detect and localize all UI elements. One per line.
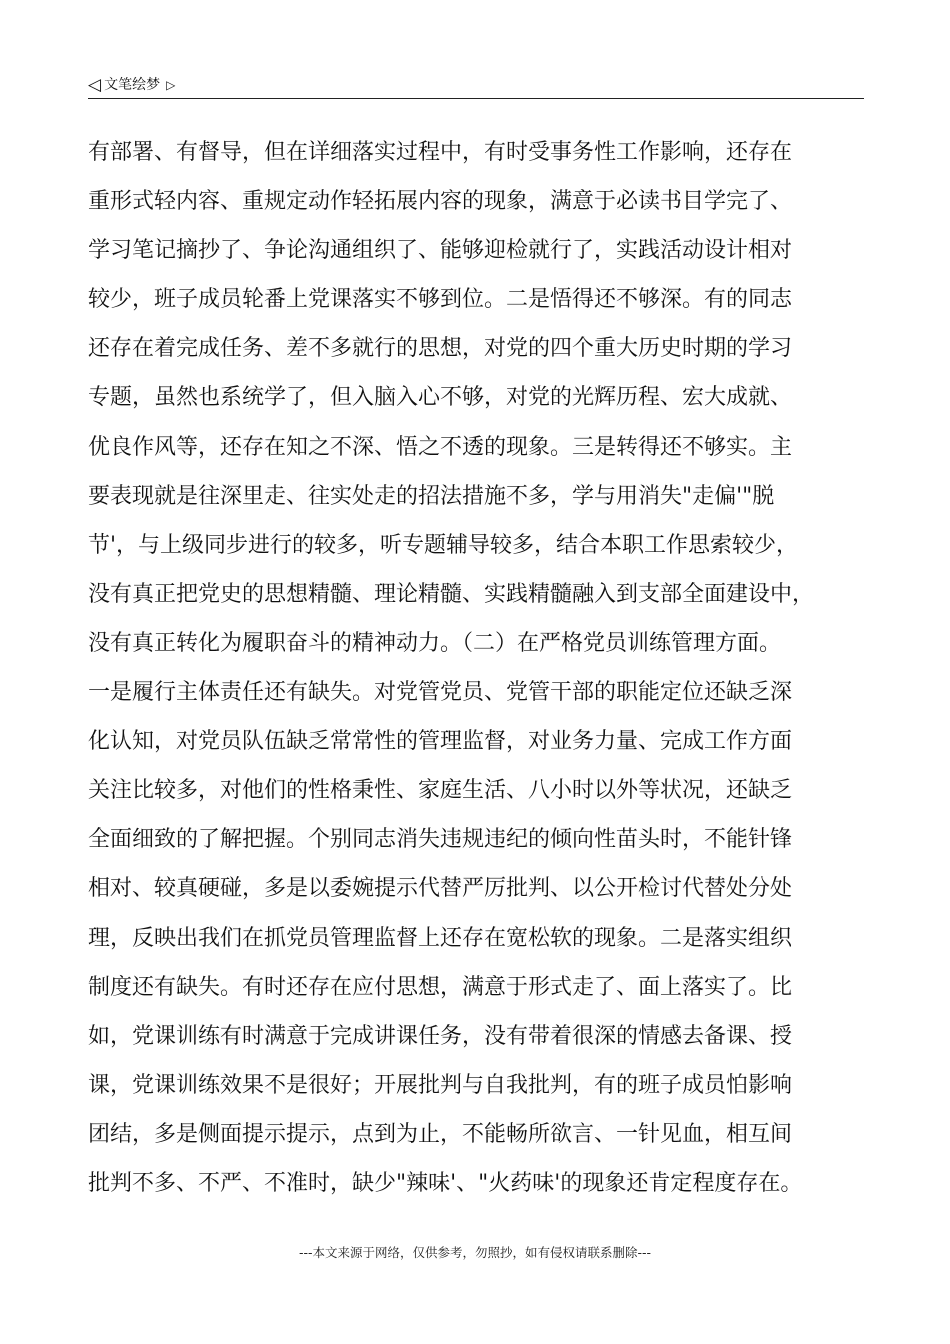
body-line: 全面细致的了解把握。个别同志消失违规违纪的倾向性苗头时，不能针锋 — [88, 827, 793, 853]
body-line: 节'，与上级同步进行的较多，听专题辅导较多，结合本职工作思索较少， — [88, 532, 799, 558]
document-body — [88, 128, 866, 1208]
header-title: 文笔绘梦 — [104, 77, 161, 93]
body-line: 团结，多是侧面提示提示，点到为止，不能畅所欲言、一针见血，相互间 — [88, 1121, 793, 1147]
body-line: 专题，虽然也系统学了，但入脑入心不够，对党的光辉历程、宏大成就、 — [88, 385, 793, 411]
body-line: 相对、较真硬碰，多是以委婉提示代替严厉批判、以公开检讨代替处分处 — [88, 876, 793, 902]
body-line: 课，党课训练效果不是很好；开展批判与自我批判，有的班子成员怕影响 — [88, 1072, 793, 1098]
page-header — [88, 72, 864, 99]
body-line: 重形式轻内容、重规定动作轻拓展内容的现象，满意于必读书目学完了、 — [88, 189, 793, 215]
body-line: 优良作风等，还存在知之不深、悟之不透的现象。三是转得还不够实。主 — [88, 434, 793, 460]
body-line: 如，党课训练有时满意于完成讲课任务，没有带着很深的情感去备课、授 — [88, 1023, 793, 1049]
body-line: 没有真正转化为履职奋斗的精神动力。（二）在严格党员训练管理方面。 — [88, 630, 782, 656]
triangle-left-outline-icon: ◁ — [88, 75, 102, 95]
body-line: 没有真正把党史的思想精髓、理论精髓、实践精髓融入到支部全面建设中， — [88, 581, 815, 607]
body-line: 制度还有缺失。有时还存在应付思想，满意于形式走了、面上落实了。比 — [88, 974, 793, 1000]
body-line: 关注比较多，对他们的性格秉性、家庭生活、八小时以外等状况，还缺乏 — [88, 778, 793, 804]
body-line: 有部署、有督导，但在详细落实过程中，有时受事务性工作影响，还存在 — [88, 140, 793, 165]
body-line: 理，反映出我们在抓党员管理监督上还存在宽松软的现象。二是落实组织 — [88, 925, 793, 951]
triangle-right-outline-icon: ▷ — [166, 78, 176, 92]
body-line: 一是履行主体责任还有缺失。对党管党员、党管干部的职能定位还缺乏深 — [88, 680, 793, 706]
body-line: 要表现就是往深里走、往实处走的招法措施不多，学与用消失"走偏'"脱 — [88, 483, 775, 509]
body-line: 较少，班子成员轮番上党课落实不够到位。二是悟得还不够深。有的同志 — [88, 287, 793, 313]
body-line: 批判不多、不严、不准时，缺少"辣味'、"火药味'的现象还肯定程度存在。 — [88, 1170, 803, 1196]
footer-disclaimer: ---本文来源于网络，仅供参考，勿照抄，如有侵权请联系删除--- — [298, 1245, 652, 1260]
body-line: 还存在着完成任务、差不多就行的思想，对党的四个重大历史时期的学习 — [88, 336, 793, 362]
body-line: 化认知，对党员队伍缺乏常常性的管理监督，对业务力量、完成工作方面 — [88, 729, 793, 755]
body-line: 学习笔记摘抄了、争论沟通组织了、能够迎检就行了，实践活动设计相对 — [88, 238, 793, 264]
